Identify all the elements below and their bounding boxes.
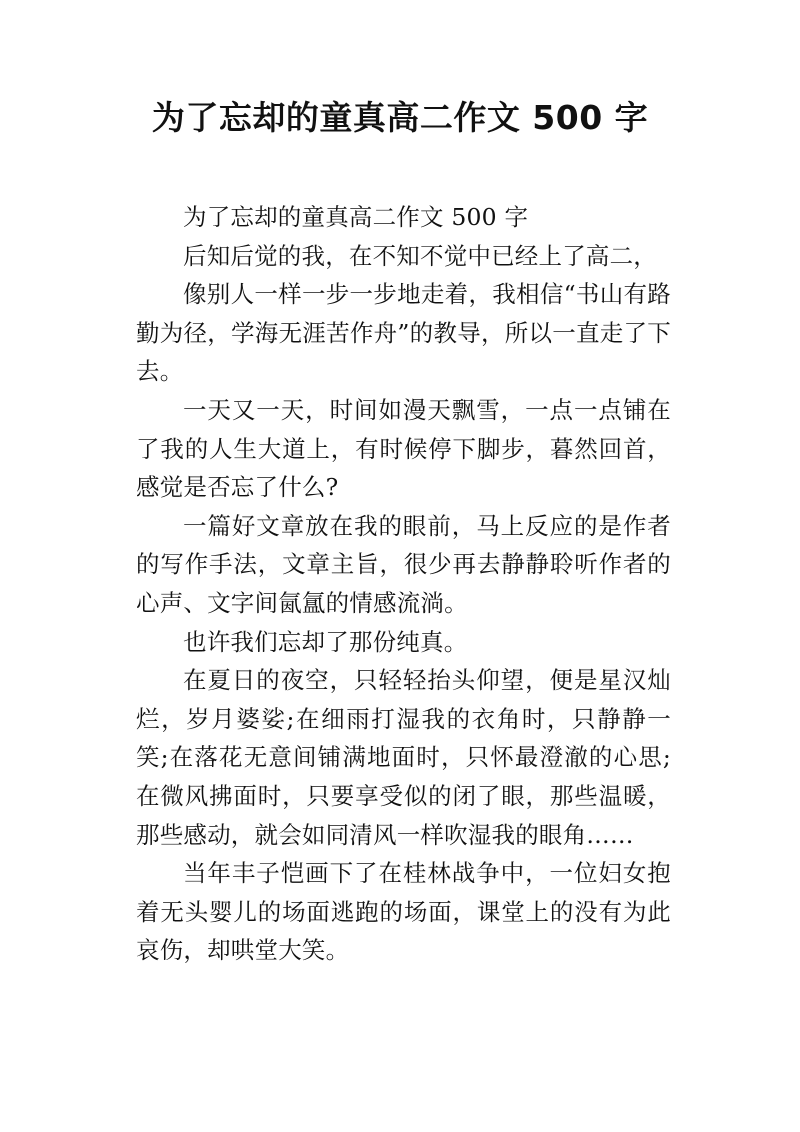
document-body (136, 198, 671, 970)
paragraph: 像别人一样一步一步地走着，我相信“书山有路勤为径，学海无涯苦作舟”的教导，所以一直走了下去。 (136, 280, 671, 386)
paragraph: 也许我们忘却了那份纯真。 (183, 627, 468, 656)
paragraph: 为了忘却的童真高二作文 500 字 (183, 203, 529, 231)
paragraph: 当年丰子恺画下了在桂林战争中，一位妇女抱着无头婴儿的场面逃跑的场面，课堂上的没有为此哀伤，却哄堂大笑。 (136, 859, 671, 965)
paragraph: 在夏日的夜空，只轻轻抬头仰望，便是星汉灿烂，岁月婆娑;在细雨打湿我的衣角时，只静静一笑;在落花无意间铺满地面时，只怀最澄澈的心思;在微风拂面时，只要享受似的闭了眼，那些温暖，那些感动，就会如同清风一样吹湿我的眼角…… (136, 666, 671, 849)
document-title: 为了忘却的童真高二作文 500 字 (151, 98, 649, 137)
paragraph: 后知后觉的我，在不知不觉中已经上了高二， (183, 241, 657, 270)
paragraph: 一篇好文章放在我的眼前，马上反应的是作者的写作手法，文章主旨，很少再去静静聆听作者的心声、文字间氤氲的情感流淌。 (136, 511, 671, 617)
paragraph: 一天又一天，时间如漫天飘雪，一点一点铺在了我的人生大道上，有时候停下脚步，暮然回首，感觉是否忘了什么? (136, 395, 671, 502)
